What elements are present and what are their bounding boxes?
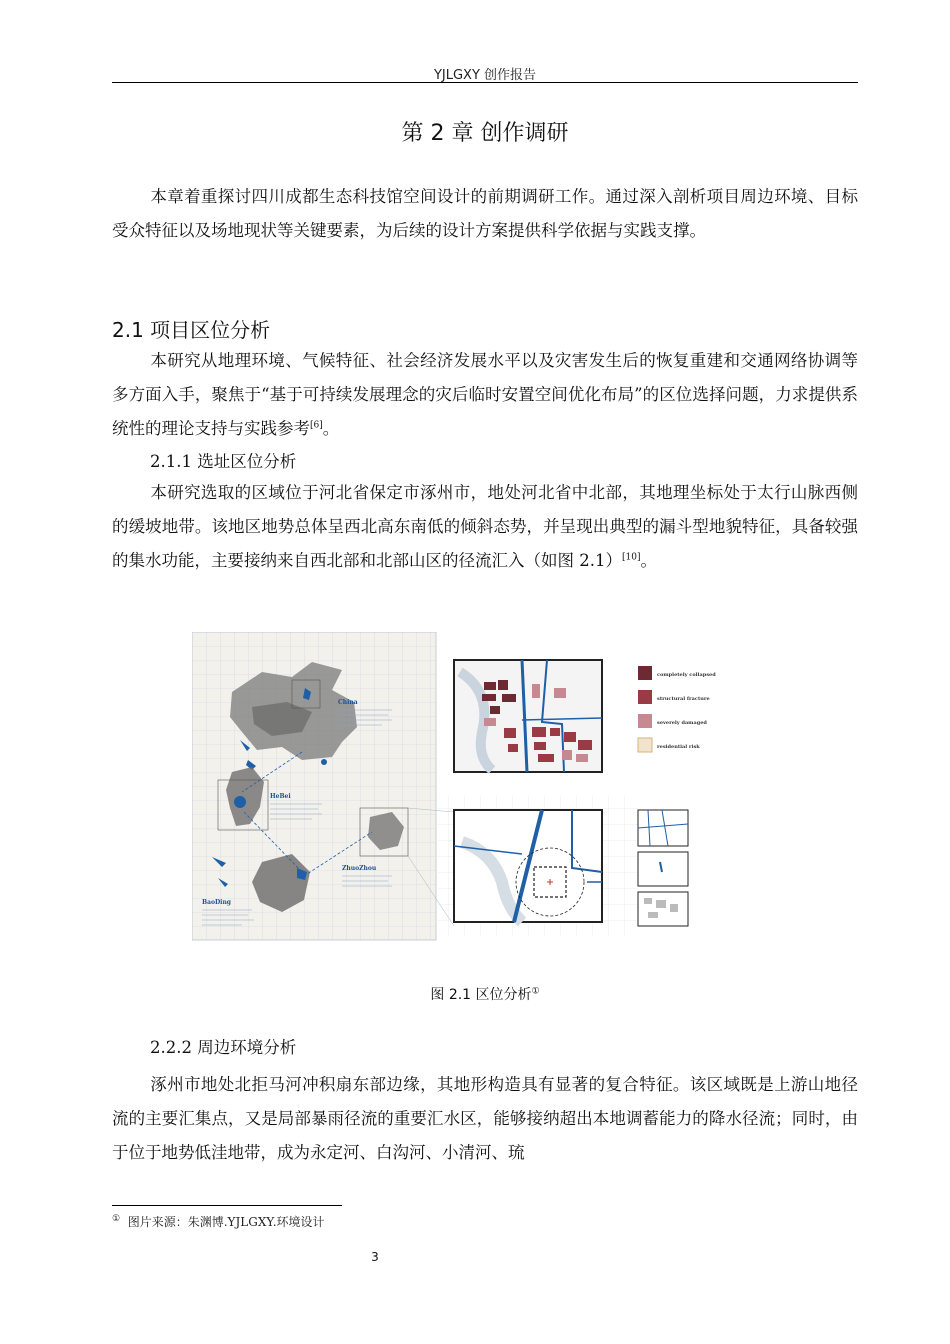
section-2-1-text: 本研究从地理环境、气候特征、社会经济发展水平以及灾害发生后的恢复重建和交通网络协调等多方面入手，聚焦于“基于可持续发展理念的灾后临时安置空间优化布局”的区位选择问题，力求提供系统性的理论支持与实践参考 [112,351,858,438]
section-2-2-2-title: 2.2.2 周边环境分析 [150,1038,297,1057]
section-2-2-2-paragraph [112,1068,858,1170]
footnote [112,1213,325,1230]
thumbnail-maps [638,810,688,926]
label-china: China [338,699,358,706]
label-zhuozhou: ZhuoZhou [342,865,377,872]
section-2-2-2-text: 涿州市地处北拒马河冲积扇东部边缘，其地形构造具有显著的复合特征。该区域既是上游山地径流的主要汇集点，又是局部暴雨径流的重要汇水区，能够接纳超出本地调蓄能力的降水径流；同时，由于位于地势低洼地带，成为永定河、白沟河、小清河、琉 [112,1075,858,1162]
section-2-1-paragraph [112,344,858,446]
period: 。 [640,551,657,570]
section-2-1-title: 2.1 项目区位分析 [112,318,271,342]
legend-structural-fracture: structural fracture [657,696,710,702]
chapter-title: 第 2 章 创作调研 [401,121,569,146]
citation-ref: [6] [310,420,323,431]
legend-severely-damaged: severely damaged [657,720,707,726]
location-analysis-figure [192,632,732,942]
site-map-panel [438,796,638,936]
intro-text: 本章着重探讨四川成都生态科技馆空间设计的前期调研工作。通过深入剖析项目周边环境、目标受众特征以及场地现状等关键要素，为后续的设计方案提供科学依据与实践支撑。 [112,187,858,240]
damage-legend [638,666,716,752]
footnote-mark: ① [112,1214,121,1224]
caption-note-mark: ① [531,986,540,997]
page-header: YJLGXY 创作报告 [433,68,537,83]
period: 。 [322,419,340,438]
region-map-panel [192,632,436,940]
figure-caption [112,984,858,1004]
section-2-1-1-text: 本研究选取的区域位于河北省保定市涿州市，地处河北省中北部，其地理坐标处于太行山脉西侧的缓坡地带。该地区地势总体呈西北高东南低的倾斜态势，并呈现出典型的漏斗型地貌特征，具备较强的集水功能，主要接纳来自西北部和北部山区的径流汇入（如图 2.1） [112,483,858,570]
label-hebei: HeBei [270,793,291,800]
damage-map-panel [454,660,602,772]
legend-completely-collapsed: completely collapsed [657,672,716,678]
intro-paragraph [112,180,858,248]
label-baoding: BaoDing [202,899,232,906]
section-2-1-1-paragraph [112,476,858,578]
footnote-text: 图片来源：朱渊博.YJLGXY.环境设计 [127,1215,325,1229]
legend-residential-risk: residential risk [657,744,700,750]
header-rule [112,82,858,83]
footnote-rule [112,1205,342,1206]
citation-ref: [10] [622,552,641,563]
page-number: 3 [371,1250,379,1264]
caption-text: 图 2.1 区位分析 [430,987,532,1003]
section-2-1-1-title: 2.1.1 选址区位分析 [150,452,297,471]
